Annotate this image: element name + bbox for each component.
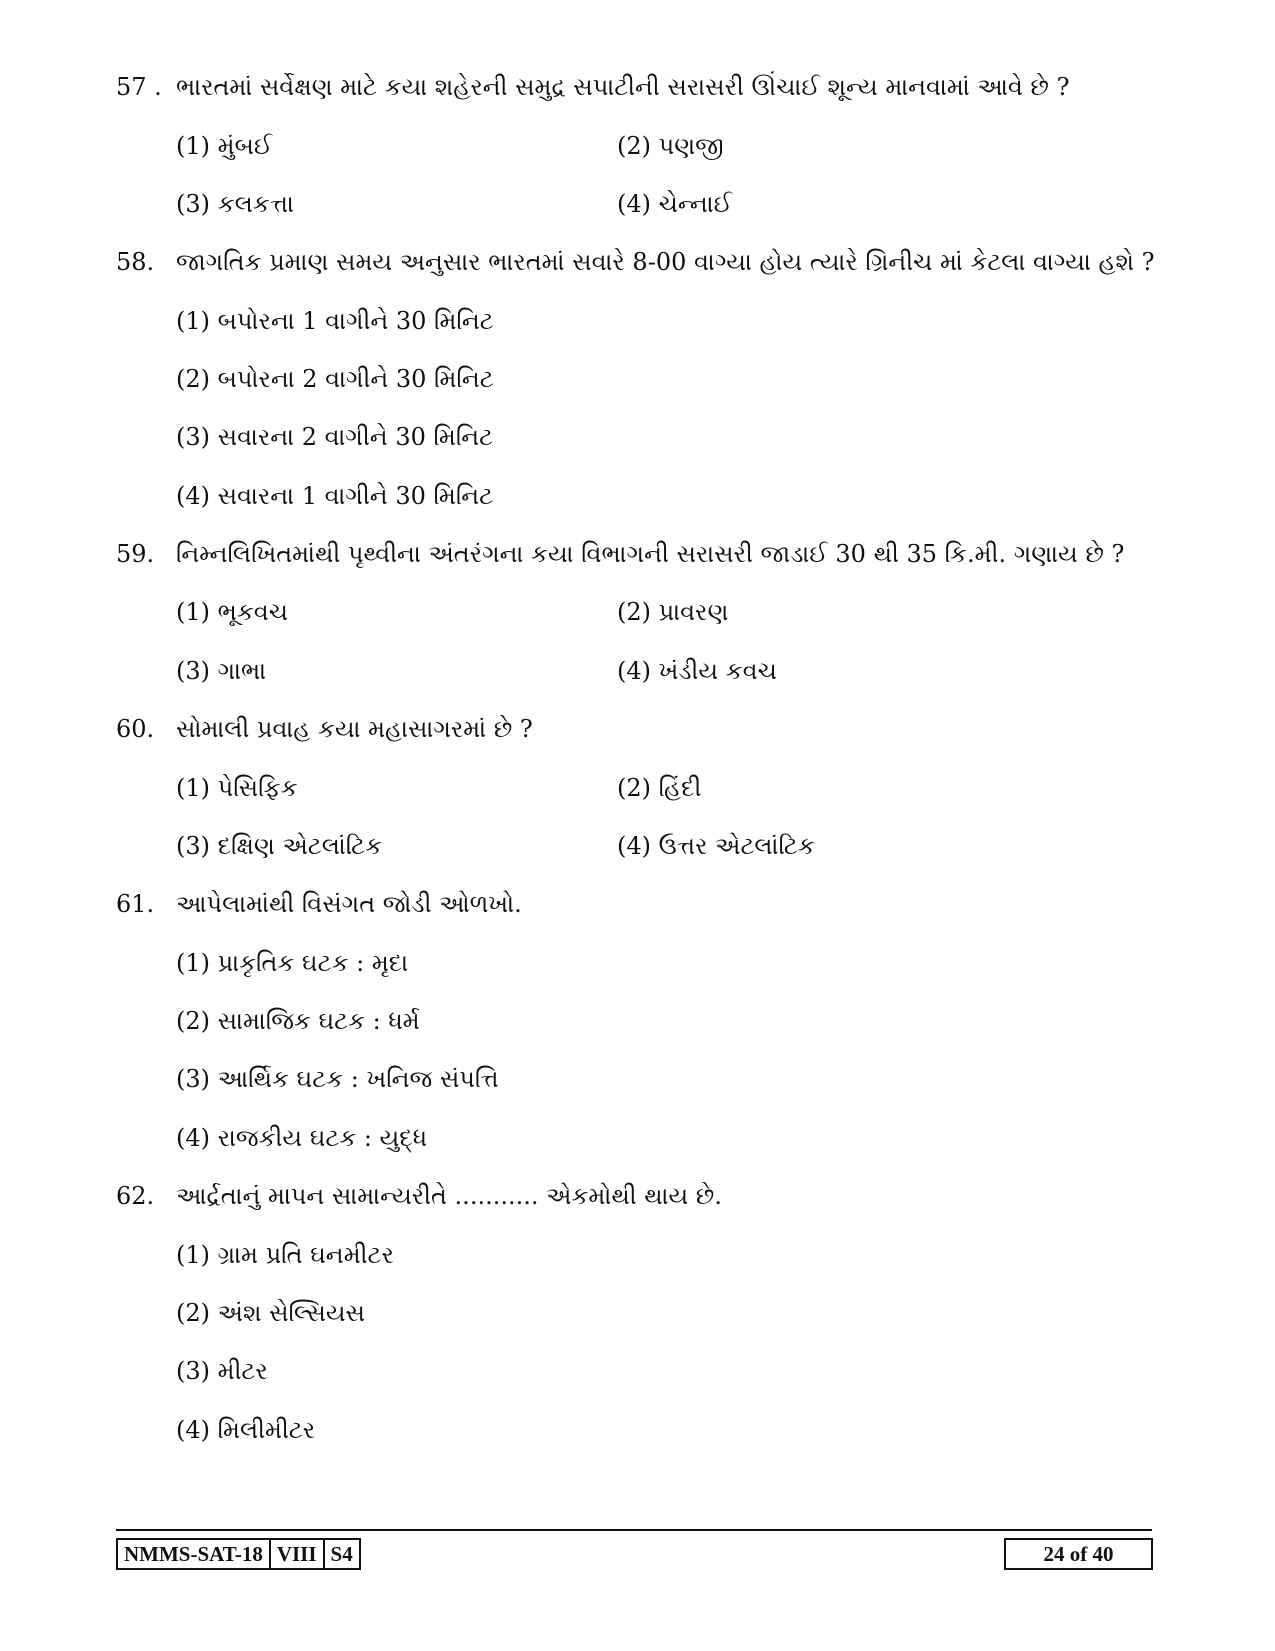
option-4: (4) રાજકીય ઘટક : યુદ્ધ [176, 1124, 428, 1152]
option-2: (2) પ્રાવરણ [617, 598, 729, 626]
exam-code: NMMS-SAT-18 [124, 1541, 263, 1566]
question-number: 58. [116, 248, 155, 276]
question-number: 59. [116, 540, 155, 568]
option-2: (2) હિંદી [617, 774, 702, 802]
option-1: (1) પ્રાકૃતિક ઘટક : મૃદા [176, 949, 409, 977]
option-1: (1) મુંબઈ [176, 132, 273, 160]
option-3: (3) દક્ષિણ એટલાંટિક [176, 832, 383, 860]
option-1: (1) પેસિફિક [176, 774, 298, 802]
question-text: આપેલામાંથી વિસંગત જોડી ઓળખો. [176, 890, 522, 918]
option-4: (4) ઉત્તર એટલાંટિક [617, 832, 815, 860]
option-1: (1) ગ્રામ પ્રતિ ઘનમીટર [176, 1241, 394, 1269]
option-4: (4) સવારના 1 વાગીને 30 મિનિટ [176, 482, 494, 510]
footer-exam-info [116, 1538, 361, 1570]
standard: VIII [269, 1540, 323, 1568]
question-number: 62. [116, 1182, 155, 1210]
option-2: (2) બપોરના 2 વાગીને 30 મિનિટ [176, 365, 494, 393]
question-text: આર્દ્રતાનું માપન સામાન્યરીતે ........... એકમોથી થાય છે. [176, 1182, 722, 1210]
question-text: ભારતમાં સર્વેક્ષણ માટે કયા શહેરની સમુદ્ર સપાટીની સરાસરી ઊંચાઈ શૂન્ય માનવામાં આવે છે ? [176, 73, 1070, 101]
question-text: જાગતિક પ્રમાણ સમય અનુસાર ભારતમાં સવારે 8-00 વાગ્યા હોય ત્યારે ગ્રિનીચ માં કેટલા વાગ્યા હશે ? [176, 248, 1155, 276]
option-1: (1) ભૂકવચ [176, 598, 288, 626]
option-4: (4) ચેન્નાઈ [617, 190, 733, 218]
option-3: (3) મીટર [176, 1357, 268, 1385]
question-text: નિમ્નલિખિતમાંથી પૃથ્વીના અંતરંગના કયા વિભાગની સરાસરી જાડાઈ 30 થી 35 કિ.મી. ગણાય છે ? [176, 540, 1125, 568]
footer-divider [116, 1529, 1152, 1531]
option-2: (2) સામાજિક ઘટક : ધર્મ [176, 1007, 420, 1035]
option-4: (4) ખંડીય કવચ [617, 657, 777, 685]
option-1: (1) બપોરના 1 વાગીને 30 મિનિટ [176, 307, 494, 335]
page-number: 24 of 40 [1004, 1538, 1153, 1570]
question-number: 57 . [116, 73, 162, 101]
question-number: 60. [116, 715, 155, 743]
option-3: (3) ગાભા [176, 657, 267, 685]
option-4: (4) મિલીમીટર [176, 1416, 316, 1444]
option-3: (3) સવારના 2 વાગીને 30 મિનિટ [176, 423, 494, 451]
set-code: S4 [323, 1540, 359, 1568]
option-3: (3) કલકત્તા [176, 190, 294, 218]
option-3: (3) આર્થિક ઘટક : ખનિજ સંપત્તિ [176, 1065, 499, 1093]
option-2: (2) અંશ સેલ્સિયસ [176, 1299, 365, 1327]
question-number: 61. [116, 890, 155, 918]
option-2: (2) પણજી [617, 132, 724, 160]
question-text: સોમાલી પ્રવાહ કયા મહાસાગરમાં છે ? [176, 715, 533, 743]
